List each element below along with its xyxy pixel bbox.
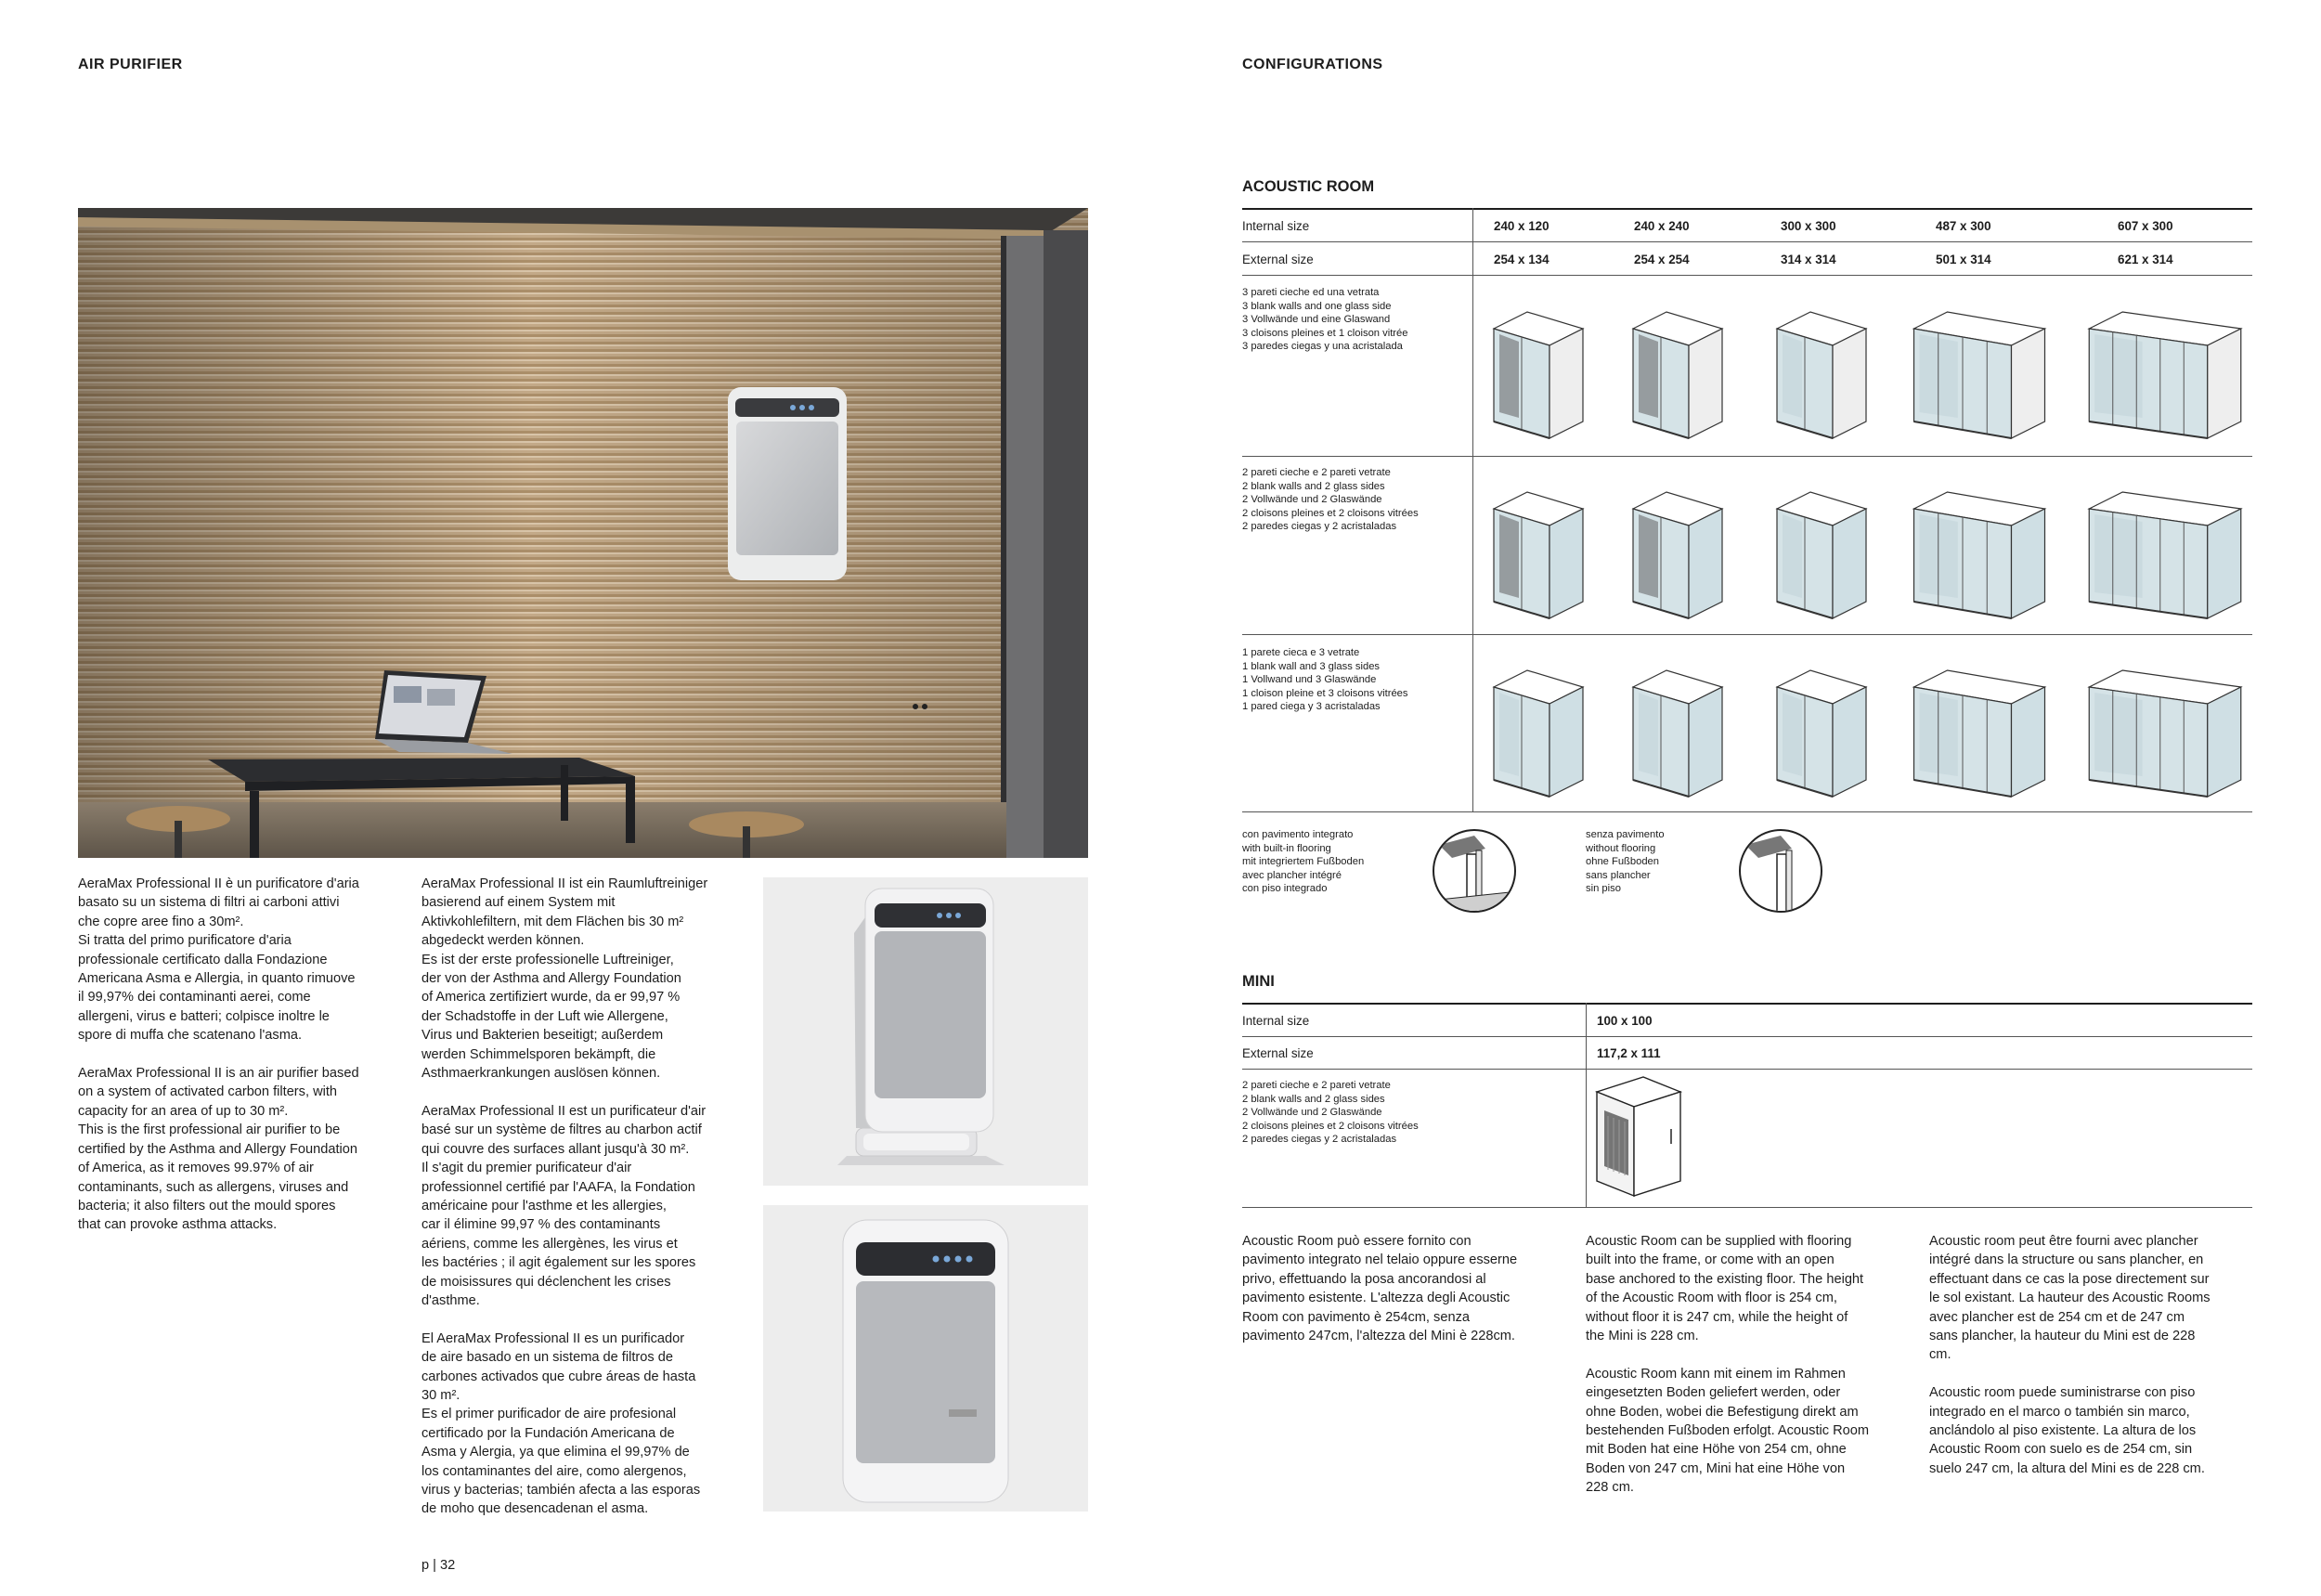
internal-size-value: 487 x 300: [1936, 219, 1991, 233]
purifier-text-col2: AeraMax Professional II ist ein Raumluftreiniger basierend auf einem System mit Aktivkohlefiltern, mit dem Flächen bis 30 m² abgedeckt werden können. Es ist der erste professionelle Luftreiniger, der von der Asthma and Allergy Foundation of America zertifiziert wurde, da er 99,97 % der Schadstoffe in der Luft wie Allergene, Virus und Bakterien beseitigt; außerdem werden Schimmelsporen bekämpft, die Asthmaerkrankungen auslösen können. AeraMax Professional II est un purificateur d'air basé sur un système de filtres au charbon actif qui couvre des surfaces allant jusqu'à 30 m². Il s'agit du premier purificateur d'air professionnel certifié par l'AAFA, la Fondation américaine pour l'asthme et les allergies, car il élimine 99,97 % des contaminants aériens, comme les allergènes, les virus et les bactéries ; il agit également sur les spores de moisissures qui déclenchent les crises d'asthme. El AeraMax Professional II es un purificador de aire basado en un sistema de filtros de carbones activados que cubre áreas de hasta 30 m². Es el primer purificador de aire profesional certificado por la Fundación Americana de Asma y Alergia, ya que elimina el 99,97% de los contaminantes del aire, como alergenos, virus y bacterias; también afecta a las esporas de moho que desencadenan el asma.: [421, 876, 708, 1517]
purifier-stand-photo: [763, 877, 1088, 1186]
floor-with-text: con pavimento integrato with built-in flooring mit integriertem Fußboden avec plancher intégré con piso integrado: [1242, 829, 1365, 894]
room-photo-illustration: [78, 208, 1088, 858]
room-drawing: [1777, 312, 1866, 438]
table-rule: [1242, 811, 2252, 812]
purifier-text-col1: AeraMax Professional II è un purificatore d'aria basato su un sistema di filtri ai carboni attivi che copre aree fino a 30m². Si tratta del primo purificatore d'aria professionale certificato dalla Fondazione Americana Asma e Allergia, in quanto rimuove il 99,97% dei contaminanti aerei, come allergeni, virus e batteri; colpisce inoltre le spore di muffa che scatenano l'asma. AeraMax Professional II is an air purifier based on a system of activated carbon filters, with capacity for an area of up to 30 m². This is the first professional air purifier to be certified by the Asthma and Allergy Foundation of America, as it removes 99.97% of air contaminants, such as allergens, viruses and bacteria; it also filters out the mould spores that can provoke asthma attacks.: [78, 876, 359, 1233]
row-description: 1 parete cieca e 3 vetrate 1 blank wall and 3 glass sides 1 Vollwand und 3 Glaswände 1 cloison pleine et 3 cloisons vitrées 1 pared ciega y 3 acristaladas: [1242, 647, 1408, 712]
room-drawing: [1494, 492, 1583, 618]
page-number: p | 32: [421, 1558, 456, 1573]
left-page-heading: AIR PURIFIER: [78, 57, 183, 72]
purifier-front-photo: [763, 1205, 1088, 1512]
room-drawing: [1777, 492, 1866, 618]
row-description: 3 pareti cieche ed una vetrata 3 blank walls and one glass side 3 Vollwände und eine Glaswand 3 cloisons pleines et 1 cloison vitrée 3 paredes ciegas y una acristalada: [1242, 287, 1408, 352]
mini-external-size-label: External size: [1242, 1046, 1314, 1060]
room-drawing: [1633, 492, 1722, 618]
right-page-heading: CONFIGURATIONS: [1242, 57, 1383, 72]
flooring-text-col2: Acoustic Room can be supplied with flooring built into the frame, or come with an open base anchored to the existing floor. The height of the Acoustic Room with floor is 254 cm, without floor it is 247 cm, while the height of the Mini is 228 cm. Acoustic Room kann mit einem im Rahmen eingesetzten Boden geliefert werden, oder ohne Boden, wobei die Befestigung direkt am bestehenden Fußboden erfolgt. Acoustic Room mit Boden hat eine Höhe von 254 cm, ohne Boden von 247 cm, Mini hat eine Höhe von 228 cm.: [1586, 1234, 1870, 1496]
table-rule: [1242, 241, 2252, 242]
room-drawing: [1914, 312, 2045, 438]
external-size-value: 501 x 314: [1936, 253, 1991, 266]
external-size-value: 254 x 254: [1634, 253, 1690, 266]
room-drawing: [1494, 670, 1583, 797]
mini-external-size-value: 117,2 x 111: [1597, 1046, 1661, 1060]
room-drawing: [2089, 670, 2241, 797]
acoustic-room-title: ACOUSTIC ROOM: [1242, 178, 1375, 195]
external-size-label: External size: [1242, 253, 1314, 266]
floor-with-detail-icon: [1430, 826, 1519, 915]
room-drawing: [1494, 312, 1583, 438]
room-drawing: [1633, 670, 1722, 797]
table-rule: [1242, 208, 2252, 210]
room-drawing: [2089, 312, 2241, 438]
room-drawing: [1633, 312, 1722, 438]
room-photo: [78, 208, 1088, 858]
row-description: 2 pareti cieche e 2 pareti vetrate 2 blank walls and 2 glass sides 2 Vollwände und 2 Glaswände 2 cloisons pleines et 2 cloisons vitrées 2 paredes ciegas y 2 acristaladas: [1242, 467, 1419, 532]
table-rule: [1242, 1207, 2252, 1208]
room-drawing: [1914, 492, 2045, 618]
floor-without-detail-icon: [1736, 826, 1825, 915]
external-size-value: 314 x 314: [1781, 253, 1836, 266]
mini-room-drawing: [1588, 1073, 1708, 1203]
room-drawing: [1914, 670, 2045, 797]
internal-size-value: 300 x 300: [1781, 219, 1836, 233]
table-rule: [1242, 1069, 2252, 1070]
external-size-value: 621 x 314: [2118, 253, 2173, 266]
flooring-text-col3: Acoustic room peut être fourni avec plancher intégré dans la structure ou sans plancher, en effectuant dans ce cas la pose directement sur le sol existant. La hauteur des Acoustic Rooms avec plancher est de 254 cm et de 247 cm sans plancher, la hauteur du Mini est de 228 cm. Acoustic room puede suministrarse con piso integrado en el marco o también sin marco, anclándolo al piso existente. La altura de los Acoustic Room con suelo es de 254 cm, sin suelo 247 cm, la altura del Mini es de 228 cm.: [1929, 1234, 2211, 1476]
room-drawing: [2089, 492, 2241, 618]
flooring-text-col1: Acoustic Room può essere fornito con pavimento integrato nel telaio oppure esserne privo, effettuando la posa ancorandosi al pavimento esistente. L'altezza degli Acoustic Room con pavimento è 254cm, senza pavimento 247cm, l'altezza del Mini è 228cm.: [1242, 1234, 1518, 1344]
external-size-value: 254 x 134: [1494, 253, 1549, 266]
floor-without-text: senza pavimento without flooring ohne Fußboden sans plancher sin piso: [1586, 829, 1665, 894]
table-rule: [1242, 1003, 2252, 1005]
table-divider: [1586, 1003, 1587, 1207]
purifier-stand-illustration: [763, 877, 1088, 1186]
mini-internal-size-value: 100 x 100: [1597, 1014, 1653, 1028]
mini-internal-size-label: Internal size: [1242, 1014, 1310, 1028]
internal-size-label: Internal size: [1242, 219, 1310, 233]
internal-size-value: 240 x 240: [1634, 219, 1690, 233]
room-drawing: [1777, 670, 1866, 797]
mini-title: MINI: [1242, 973, 1275, 990]
internal-size-value: 240 x 120: [1494, 219, 1549, 233]
room-configurations-drawing: [1473, 275, 2252, 811]
purifier-front-illustration: [763, 1205, 1088, 1512]
mini-row-description: 2 pareti cieche e 2 pareti vetrate 2 blank walls and 2 glass sides 2 Vollwände und 2 Glaswände 2 cloisons pleines et 2 cloisons vitrées 2 paredes ciegas y 2 acristaladas: [1242, 1080, 1419, 1145]
internal-size-value: 607 x 300: [2118, 219, 2173, 233]
table-rule: [1242, 1036, 2252, 1037]
